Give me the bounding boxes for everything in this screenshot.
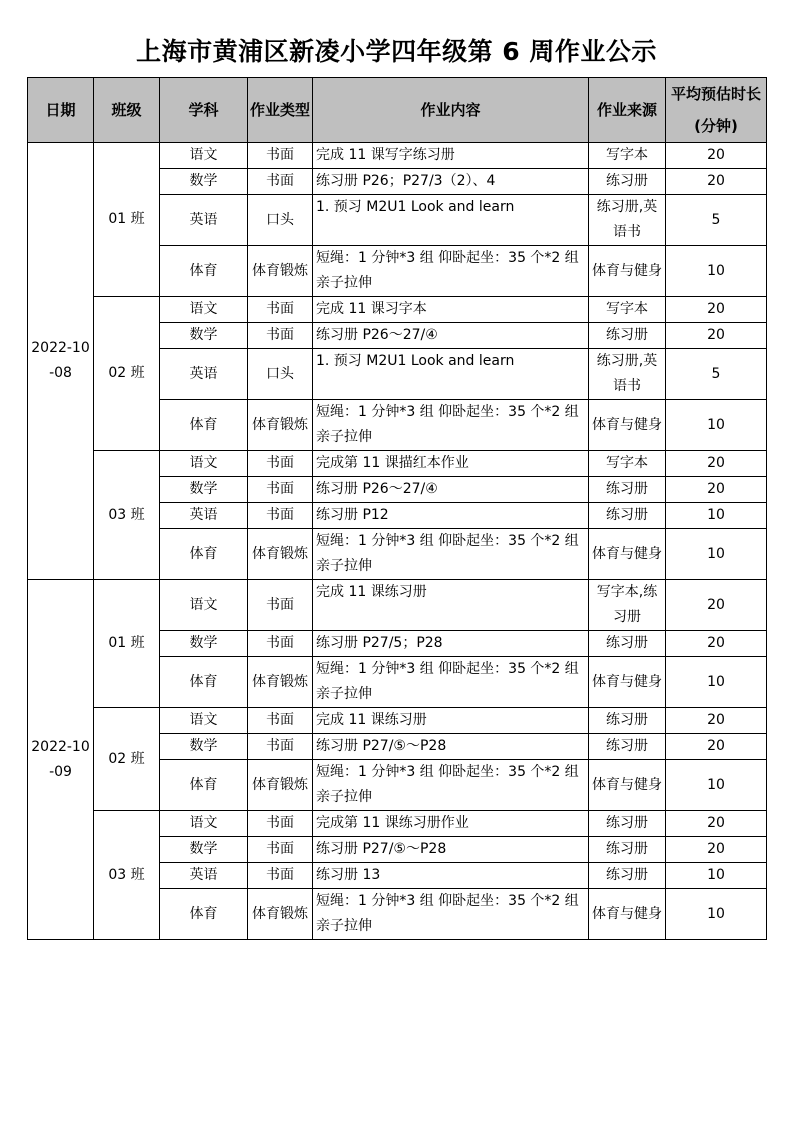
time-cell: 20 (666, 477, 767, 503)
source-cell: 练习册,英语书 (589, 349, 666, 400)
source-cell: 练习册 (589, 811, 666, 837)
type-cell: 口头 (248, 195, 313, 246)
time-cell: 20 (666, 451, 767, 477)
class-cell: 02 班 (94, 297, 160, 451)
source-cell: 写字本 (589, 143, 666, 169)
subject-cell: 英语 (160, 195, 248, 246)
subject-cell: 数学 (160, 734, 248, 760)
source-cell: 体育与健身 (589, 529, 666, 580)
content-cell: 练习册 P26～27/④ (313, 477, 589, 503)
type-cell: 书面 (248, 863, 313, 889)
type-cell: 书面 (248, 837, 313, 863)
time-cell: 10 (666, 246, 767, 297)
source-cell: 练习册 (589, 837, 666, 863)
type-cell: 书面 (248, 477, 313, 503)
content-cell: 完成第 11 课描红本作业 (313, 451, 589, 477)
subject-cell: 数学 (160, 169, 248, 195)
table-row (28, 708, 767, 734)
content-cell: 完成第 11 课练习册作业 (313, 811, 589, 837)
subject-cell: 数学 (160, 631, 248, 657)
time-cell: 20 (666, 708, 767, 734)
subject-cell: 数学 (160, 477, 248, 503)
subject-cell: 语文 (160, 451, 248, 477)
type-cell: 口头 (248, 349, 313, 400)
subject-cell: 语文 (160, 143, 248, 169)
source-cell: 练习册 (589, 863, 666, 889)
source-cell: 练习册 (589, 734, 666, 760)
content-cell: 短绳：1 分钟*3 组 仰卧起坐：35 个*2 组 亲子拉伸 (313, 400, 589, 451)
source-cell: 体育与健身 (589, 889, 666, 940)
table-row (28, 811, 767, 837)
date-cell: 2022-10-09 (28, 580, 94, 940)
class-cell: 03 班 (94, 811, 160, 940)
subject-cell: 体育 (160, 657, 248, 708)
subject-cell: 英语 (160, 349, 248, 400)
class-cell: 03 班 (94, 451, 160, 580)
table-row (28, 451, 767, 477)
time-cell: 20 (666, 631, 767, 657)
subject-cell: 语文 (160, 811, 248, 837)
type-cell: 体育锻炼 (248, 657, 313, 708)
type-cell: 书面 (248, 631, 313, 657)
content-cell: 短绳：1 分钟*3 组 仰卧起坐：35 个*2 组 亲子拉伸 (313, 657, 589, 708)
type-cell: 书面 (248, 734, 313, 760)
time-cell: 20 (666, 323, 767, 349)
time-cell: 20 (666, 580, 767, 631)
subject-cell: 体育 (160, 400, 248, 451)
source-cell: 体育与健身 (589, 657, 666, 708)
table-body (28, 143, 767, 940)
type-cell: 书面 (248, 323, 313, 349)
content-cell: 练习册 P26～27/④ (313, 323, 589, 349)
content-cell: 短绳：1 分钟*3 组 仰卧起坐：35 个*2 组 亲子拉伸 (313, 760, 589, 811)
table-row (28, 297, 767, 323)
type-cell: 体育锻炼 (248, 529, 313, 580)
content-cell: 完成 11 课练习册 (313, 708, 589, 734)
content-cell: 短绳：1 分钟*3 组 仰卧起坐：35 个*2 组 亲子拉伸 (313, 246, 589, 297)
time-cell: 20 (666, 734, 767, 760)
source-cell: 练习册 (589, 631, 666, 657)
subject-cell: 英语 (160, 503, 248, 529)
content-cell: 练习册 P26；P27/3（2）、4 (313, 169, 589, 195)
subject-cell: 语文 (160, 297, 248, 323)
time-cell: 10 (666, 889, 767, 940)
homework-table (27, 77, 767, 940)
time-cell: 20 (666, 143, 767, 169)
content-cell: 1. 预习 M2U1 Look and learn (313, 195, 589, 246)
time-cell: 20 (666, 837, 767, 863)
source-cell: 练习册 (589, 323, 666, 349)
source-cell: 体育与健身 (589, 400, 666, 451)
source-cell: 写字本,练习册 (589, 580, 666, 631)
content-cell: 1. 预习 M2U1 Look and learn (313, 349, 589, 400)
subject-cell: 数学 (160, 323, 248, 349)
type-cell: 书面 (248, 451, 313, 477)
type-cell: 体育锻炼 (248, 760, 313, 811)
subject-cell: 体育 (160, 529, 248, 580)
content-cell: 练习册 13 (313, 863, 589, 889)
time-cell: 5 (666, 195, 767, 246)
time-cell: 20 (666, 811, 767, 837)
header-content: 作业内容 (313, 78, 589, 143)
header-subject: 学科 (160, 78, 248, 143)
class-cell: 01 班 (94, 580, 160, 708)
content-cell: 完成 11 课练习册 (313, 580, 589, 631)
source-cell: 体育与健身 (589, 760, 666, 811)
time-cell: 10 (666, 400, 767, 451)
source-cell: 体育与健身 (589, 246, 666, 297)
content-cell: 完成 11 课习字本 (313, 297, 589, 323)
time-cell: 5 (666, 349, 767, 400)
source-cell: 写字本 (589, 297, 666, 323)
class-cell: 01 班 (94, 143, 160, 297)
source-cell: 练习册 (589, 708, 666, 734)
type-cell: 体育锻炼 (248, 889, 313, 940)
content-cell: 完成 11 课写字练习册 (313, 143, 589, 169)
source-cell: 练习册,英语书 (589, 195, 666, 246)
subject-cell: 数学 (160, 837, 248, 863)
source-cell: 练习册 (589, 503, 666, 529)
content-cell: 练习册 P12 (313, 503, 589, 529)
type-cell: 书面 (248, 811, 313, 837)
header-source: 作业来源 (589, 78, 666, 143)
time-cell: 10 (666, 503, 767, 529)
time-cell: 20 (666, 297, 767, 323)
time-cell: 10 (666, 760, 767, 811)
class-cell: 02 班 (94, 708, 160, 811)
header-date: 日期 (28, 78, 94, 143)
time-cell: 10 (666, 529, 767, 580)
type-cell: 书面 (248, 297, 313, 323)
source-cell: 写字本 (589, 451, 666, 477)
content-cell: 练习册 P27/⑤～P28 (313, 734, 589, 760)
subject-cell: 体育 (160, 246, 248, 297)
header-type: 作业类型 (248, 78, 313, 143)
content-cell: 练习册 P27/5；P28 (313, 631, 589, 657)
type-cell: 体育锻炼 (248, 246, 313, 297)
type-cell: 书面 (248, 169, 313, 195)
content-cell: 练习册 P27/⑤～P28 (313, 837, 589, 863)
source-cell: 练习册 (589, 477, 666, 503)
page-title: 上海市黄浦区新凌小学四年级第 6 周作业公示 (136, 37, 657, 66)
table-row (28, 143, 767, 169)
type-cell: 书面 (248, 503, 313, 529)
content-cell: 短绳：1 分钟*3 组 仰卧起坐：35 个*2 组 亲子拉伸 (313, 889, 589, 940)
subject-cell: 体育 (160, 760, 248, 811)
subject-cell: 英语 (160, 863, 248, 889)
type-cell: 书面 (248, 708, 313, 734)
subject-cell: 体育 (160, 889, 248, 940)
header-row (28, 78, 767, 143)
subject-cell: 语文 (160, 708, 248, 734)
header-class: 班级 (94, 78, 160, 143)
time-cell: 10 (666, 863, 767, 889)
table-row (28, 580, 767, 631)
date-cell: 2022-10-08 (28, 143, 94, 580)
type-cell: 书面 (248, 580, 313, 631)
type-cell: 体育锻炼 (248, 400, 313, 451)
subject-cell: 语文 (160, 580, 248, 631)
header-time: 平均预估时长(分钟) (666, 78, 767, 143)
time-cell: 20 (666, 169, 767, 195)
source-cell: 练习册 (589, 169, 666, 195)
time-cell: 10 (666, 657, 767, 708)
content-cell: 短绳：1 分钟*3 组 仰卧起坐：35 个*2 组 亲子拉伸 (313, 529, 589, 580)
type-cell: 书面 (248, 143, 313, 169)
